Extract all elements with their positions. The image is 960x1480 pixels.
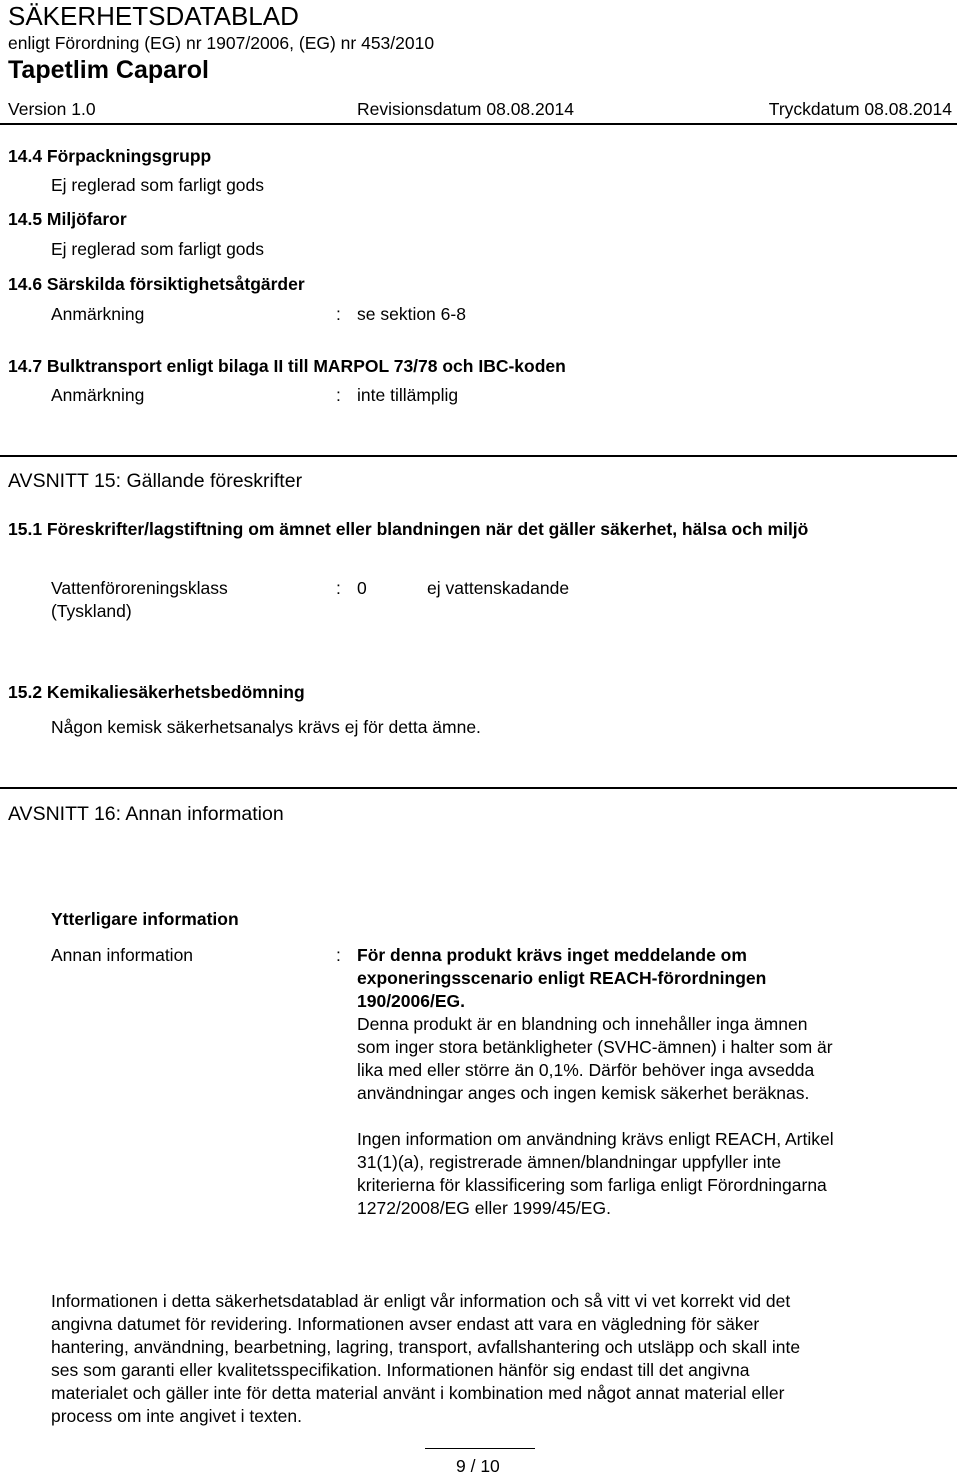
section-15-2-heading: 15.2 Kemikaliesäkerhetsbedömning <box>8 682 305 702</box>
section-14-6-colon: : <box>336 304 341 324</box>
text-line: ses som garanti eller kvalitetsspecifikation. Informationen hänför sig endast till det angivna <box>51 1360 750 1380</box>
wgk-label-line-1: Vattenföroreningsklass <box>51 578 228 598</box>
page-number: 9 / 10 <box>456 1456 500 1476</box>
wgk-value: 0 <box>357 578 367 598</box>
text-line: 31(1)(a), registrerade ämnen/blandningar uppfyller inte <box>357 1152 782 1172</box>
text-line: 190/2006/EG. <box>357 991 465 1011</box>
section-14-5-text: Ej reglerad som farligt gods <box>51 239 265 259</box>
text-line: För denna produkt krävs inget meddelande om <box>357 945 747 965</box>
text-line: hantering, användning, bearbetning, lagring, transport, avfallshantering och utsläpp och skall inte <box>51 1337 801 1357</box>
text-line: angivna datumet för revidering. Informationen avser endast att vara en vägledning för säker <box>51 1314 760 1334</box>
further-information-heading: Ytterligare information <box>51 909 239 929</box>
text-line: process om inte angivet i texten. <box>51 1406 302 1426</box>
print-date: Tryckdatum 08.08.2014 <box>768 99 952 119</box>
section-14-7-value: inte tillämplig <box>357 385 459 405</box>
text-line: Informationen i detta säkerhetsdatablad är enligt vår information och så vitt vi vet korrekt vid det <box>51 1291 791 1311</box>
section-15-2-text: Någon kemisk säkerhetsanalys krävs ej för detta ämne. <box>51 717 481 737</box>
disclaimer-paragraph <box>51 1290 931 1428</box>
section-14-6-label: Anmärkning <box>51 304 145 324</box>
section-16-title: AVSNITT 16: Annan information <box>8 803 284 825</box>
product-name: Tapetlim Caparol <box>8 56 209 84</box>
section-14-6-heading: 14.6 Särskilda försiktighetsåtgärder <box>8 274 305 294</box>
section-15-divider <box>0 455 957 457</box>
other-information-colon: : <box>336 945 341 965</box>
footer-divider <box>425 1448 535 1449</box>
document-title: SÄKERHETSDATABLAD <box>8 1 299 31</box>
text-line: Ingen information om användning krävs enligt REACH, Artikel <box>357 1129 834 1149</box>
revision-date: Revisionsdatum 08.08.2014 <box>357 99 574 119</box>
section-14-6-value: se sektion 6-8 <box>357 304 466 324</box>
wgk-description: ej vattenskadande <box>427 578 570 598</box>
text-line: som inger stora betänkligheter (SVHC-ämnen) i halter som är <box>357 1037 833 1057</box>
svhc-paragraph <box>357 1013 937 1105</box>
section-14-7-heading: 14.7 Bulktransport enligt bilaga II till MARPOL 73/78 och IBC-koden <box>8 356 566 376</box>
text-line: lika med eller större än 0,1%. Därför behöver inga avsedda <box>357 1060 815 1080</box>
section-14-7-colon: : <box>336 385 341 405</box>
section-14-5-heading: 14.5 Miljöfaror <box>8 209 127 229</box>
text-line: exponeringsscenario enligt REACH-förordningen <box>357 968 767 988</box>
regulation-reference: enligt Förordning (EG) nr 1907/2006, (EG) nr 453/2010 <box>8 33 435 53</box>
section-15-1-heading: 15.1 Föreskrifter/lagstiftning om ämnet eller blandningen när det gäller säkerhet, hälsa och miljö <box>8 519 809 539</box>
other-information-label: Annan information <box>51 945 194 965</box>
header-divider <box>0 123 957 125</box>
wgk-label-line-2: (Tyskland) <box>51 601 132 621</box>
wgk-colon: : <box>336 578 341 598</box>
section-15-title: AVSNITT 15: Gällande föreskrifter <box>8 470 303 492</box>
text-line: 1272/2008/EG eller 1999/45/EG. <box>357 1198 611 1218</box>
reach-usage-paragraph <box>357 1128 937 1220</box>
text-line: användningar anges och ingen kemisk säkerhet beräknas. <box>357 1083 810 1103</box>
text-line: kriterierna för klassificering som farliga enligt Förordningarna <box>357 1175 827 1195</box>
section-14-4-text: Ej reglerad som farligt gods <box>51 175 265 195</box>
section-16-divider <box>0 787 957 789</box>
version-label: Version 1.0 <box>8 99 96 119</box>
text-line: materialet och gäller inte för detta material använt i kombination med något annat material eller <box>51 1383 785 1403</box>
reach-notice-bold <box>357 944 937 1013</box>
section-14-7-label: Anmärkning <box>51 385 145 405</box>
section-14-4-heading: 14.4 Förpackningsgrupp <box>8 146 212 166</box>
text-line: Denna produkt är en blandning och innehåller inga ämnen <box>357 1014 808 1034</box>
